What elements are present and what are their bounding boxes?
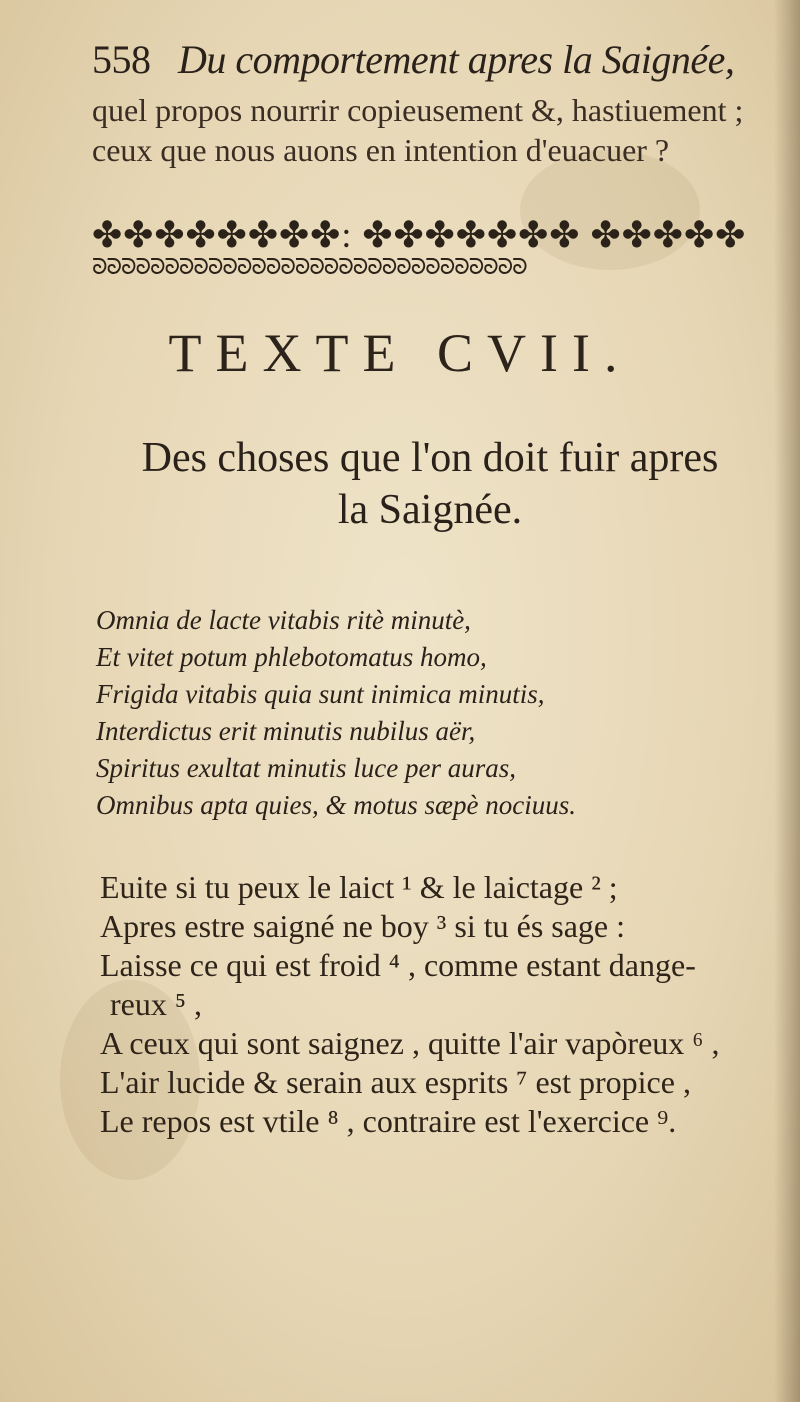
decorative-ornament-band	[92, 215, 762, 282]
verse-line: Apres estre saigné ne boy ³ si tu és sage :	[100, 908, 626, 944]
verse-line: L'air lucide & serain aux esprits ⁷ est propice ,	[100, 1064, 691, 1100]
prose-continuation	[92, 90, 762, 170]
verse-line: A ceux qui sont saignez , quitte l'air vapòreux ⁶ ,	[100, 1025, 720, 1061]
latin-line: Spiritus exultat minutis luce per auras,	[96, 753, 516, 783]
subtitle-line: Des choses que l'on doit fuir apres	[141, 435, 719, 481]
latin-line: Interdictus erit minutis nubilus aër,	[96, 716, 476, 746]
chapter-title: TEXTE CVII.	[168, 323, 632, 383]
running-head	[92, 36, 752, 83]
verse-line: Euite si tu peux le laict ¹ & le laictage ² ;	[100, 869, 618, 905]
french-verse	[100, 868, 780, 1141]
subtitle-line: la Saignée.	[337, 487, 523, 533]
verse-line: Laisse ce qui est froid ⁴ , comme estant dange-	[100, 947, 696, 983]
latin-line: Frigida vitabis quia sunt inimica minutis,	[96, 679, 545, 709]
running-head-title: Du comportement apres la Saignée,	[178, 37, 735, 82]
prose-line: ceux que nous auons en intention d'euacuer ?	[92, 132, 670, 168]
page-number: 558	[92, 37, 151, 82]
latin-line: Et vitet potum phlebotomatus homo,	[96, 642, 487, 672]
fleuron-row: ✤✤✤✤✤✤✤✤: ✤✤✤✤✤✤✤ ✤✤✤✤✤	[92, 215, 747, 255]
latin-line: Omnia de lacte vitabis ritè minutè,	[96, 605, 471, 635]
prose-line: quel propos nourrir copieusement &, hastiuement ;	[92, 92, 744, 128]
scroll-row: ᘐᘐᘐᘐᘐᘐᘐᘐᘐᘐᘐᘐᘐᘐᘐᘐᘐᘐᘐᘐᘐᘐᘐᘐᘐᘐᘐᘐᘐᘐ	[92, 254, 527, 279]
verse-line: Le repos est vtile ⁸ , contraire est l'exercice ⁹.	[100, 1103, 677, 1139]
chapter-subtitle	[100, 432, 760, 536]
latin-verse	[96, 602, 756, 824]
page-spine-shadow	[774, 0, 800, 1402]
latin-line: Omnibus apta quies, & motus sæpè nociuus.	[96, 790, 577, 820]
verse-line: reux ⁵ ,	[110, 986, 203, 1022]
